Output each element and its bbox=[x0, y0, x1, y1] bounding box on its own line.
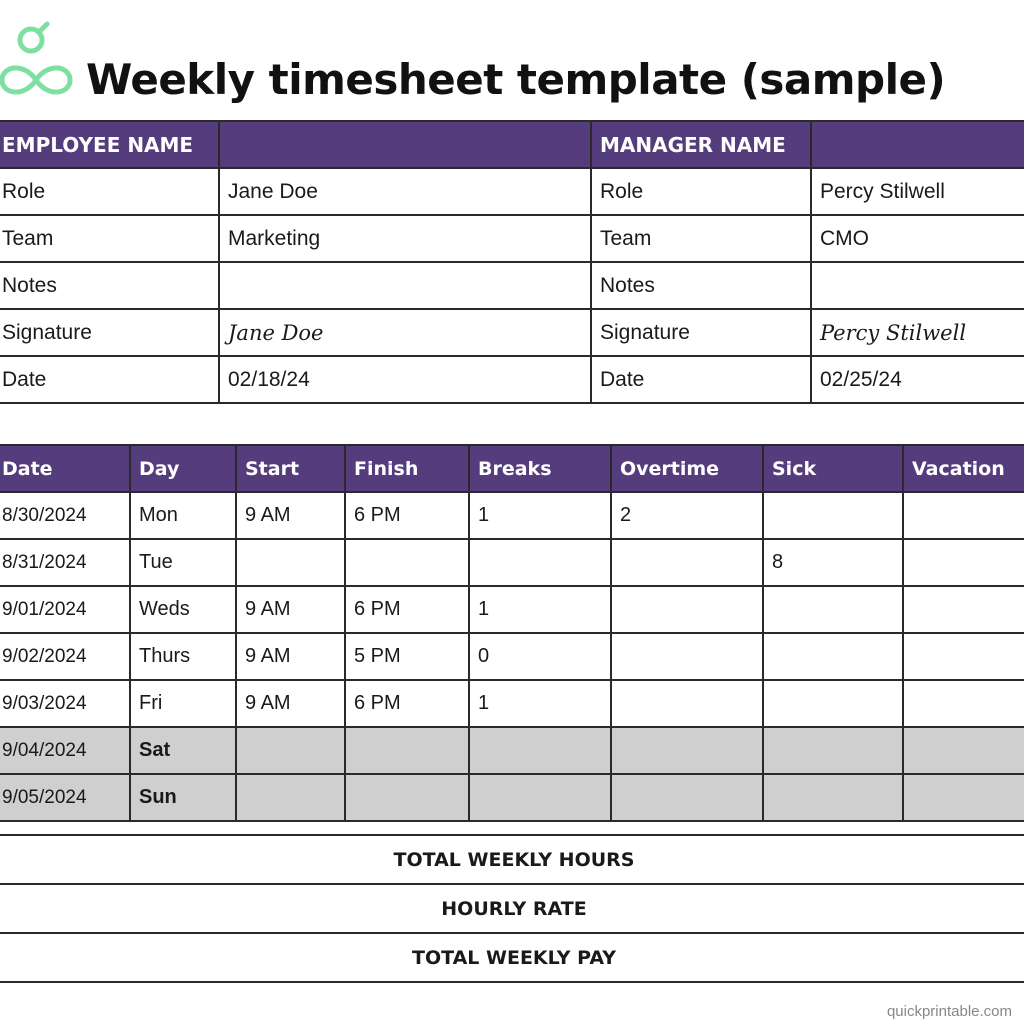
overtime-cell[interactable] bbox=[611, 774, 763, 821]
start-cell[interactable] bbox=[236, 774, 345, 821]
start-cell[interactable] bbox=[236, 539, 345, 586]
manager-date-label: Date bbox=[591, 356, 811, 403]
date-cell[interactable]: 8/31/2024 bbox=[0, 539, 130, 586]
manager-role-value[interactable]: Percy Stilwell bbox=[811, 168, 1024, 215]
col-header-vacation: Vacation bbox=[903, 445, 1024, 492]
vacation-cell[interactable] bbox=[903, 774, 1024, 821]
manager-notes-value[interactable] bbox=[811, 262, 1024, 309]
vacation-cell[interactable] bbox=[903, 633, 1024, 680]
table-row bbox=[0, 680, 1024, 727]
overtime-cell[interactable]: 2 bbox=[611, 492, 763, 539]
finish-cell[interactable]: 6 PM bbox=[345, 586, 469, 633]
manager-signature[interactable]: Percy Stilwell bbox=[811, 309, 1024, 356]
sick-cell[interactable] bbox=[763, 774, 903, 821]
hourly-rate-row bbox=[0, 884, 1024, 933]
employee-name-header: EMPLOYEE NAME bbox=[0, 121, 219, 168]
sick-cell[interactable] bbox=[763, 633, 903, 680]
vacation-cell[interactable] bbox=[903, 492, 1024, 539]
employee-date-label: Date bbox=[0, 356, 219, 403]
info-row-signature bbox=[0, 309, 1024, 356]
day-cell[interactable]: Sun bbox=[130, 774, 236, 821]
totals-table bbox=[0, 834, 1024, 983]
start-cell[interactable] bbox=[236, 727, 345, 774]
manager-name-cell[interactable] bbox=[811, 121, 1024, 168]
employee-role-label: Role bbox=[0, 168, 219, 215]
total-pay-row bbox=[0, 933, 1024, 982]
day-cell[interactable]: Weds bbox=[130, 586, 236, 633]
logo-icon bbox=[0, 20, 74, 100]
date-cell[interactable]: 9/01/2024 bbox=[0, 586, 130, 633]
table-row bbox=[0, 492, 1024, 539]
overtime-cell[interactable] bbox=[611, 539, 763, 586]
manager-signature-label: Signature bbox=[591, 309, 811, 356]
manager-team-value[interactable]: CMO bbox=[811, 215, 1024, 262]
timesheet-header-row bbox=[0, 445, 1024, 492]
day-cell[interactable]: Fri bbox=[130, 680, 236, 727]
sick-cell[interactable] bbox=[763, 680, 903, 727]
date-cell[interactable]: 8/30/2024 bbox=[0, 492, 130, 539]
overtime-cell[interactable] bbox=[611, 586, 763, 633]
breaks-cell[interactable] bbox=[469, 539, 611, 586]
finish-cell[interactable]: 6 PM bbox=[345, 492, 469, 539]
vacation-cell[interactable] bbox=[903, 586, 1024, 633]
sick-cell[interactable]: 8 bbox=[763, 539, 903, 586]
employee-manager-table bbox=[0, 120, 1024, 404]
table-row bbox=[0, 633, 1024, 680]
total-hours-row bbox=[0, 835, 1024, 884]
manager-name-header: MANAGER NAME bbox=[591, 121, 811, 168]
breaks-cell[interactable]: 0 bbox=[469, 633, 611, 680]
day-cell[interactable]: Sat bbox=[130, 727, 236, 774]
start-cell[interactable]: 9 AM bbox=[236, 633, 345, 680]
breaks-cell[interactable]: 1 bbox=[469, 680, 611, 727]
total-weekly-hours-label: TOTAL WEEKLY HOURS bbox=[0, 835, 1024, 884]
overtime-cell[interactable] bbox=[611, 680, 763, 727]
info-row-notes bbox=[0, 262, 1024, 309]
page-title: Weekly timesheet template (sample) bbox=[86, 55, 946, 104]
breaks-cell[interactable]: 1 bbox=[469, 492, 611, 539]
employee-notes-label: Notes bbox=[0, 262, 219, 309]
employee-notes-value[interactable] bbox=[219, 262, 591, 309]
manager-team-label: Team bbox=[591, 215, 811, 262]
manager-role-label: Role bbox=[591, 168, 811, 215]
timesheet-table bbox=[0, 444, 1024, 822]
start-cell[interactable]: 9 AM bbox=[236, 492, 345, 539]
manager-notes-label: Notes bbox=[591, 262, 811, 309]
manager-date-value[interactable]: 02/25/24 bbox=[811, 356, 1024, 403]
table-row bbox=[0, 727, 1024, 774]
table-row bbox=[0, 539, 1024, 586]
col-header-finish: Finish bbox=[345, 445, 469, 492]
overtime-cell[interactable] bbox=[611, 727, 763, 774]
col-header-date: Date bbox=[0, 445, 130, 492]
sick-cell[interactable] bbox=[763, 586, 903, 633]
sick-cell[interactable] bbox=[763, 492, 903, 539]
vacation-cell[interactable] bbox=[903, 539, 1024, 586]
col-header-breaks: Breaks bbox=[469, 445, 611, 492]
finish-cell[interactable] bbox=[345, 539, 469, 586]
date-cell[interactable]: 9/02/2024 bbox=[0, 633, 130, 680]
col-header-start: Start bbox=[236, 445, 345, 492]
col-header-day: Day bbox=[130, 445, 236, 492]
info-row-role bbox=[0, 168, 1024, 215]
date-cell[interactable]: 9/03/2024 bbox=[0, 680, 130, 727]
sick-cell[interactable] bbox=[763, 727, 903, 774]
vacation-cell[interactable] bbox=[903, 680, 1024, 727]
info-row-team bbox=[0, 215, 1024, 262]
start-cell[interactable]: 9 AM bbox=[236, 586, 345, 633]
finish-cell[interactable] bbox=[345, 774, 469, 821]
overtime-cell[interactable] bbox=[611, 633, 763, 680]
employee-date-value[interactable]: 02/18/24 bbox=[219, 356, 591, 403]
employee-team-label: Team bbox=[0, 215, 219, 262]
table-row bbox=[0, 586, 1024, 633]
day-cell[interactable]: Mon bbox=[130, 492, 236, 539]
employee-team-value[interactable]: Marketing bbox=[219, 215, 591, 262]
total-weekly-pay-label: TOTAL WEEKLY PAY bbox=[0, 933, 1024, 982]
breaks-cell[interactable] bbox=[469, 727, 611, 774]
start-cell[interactable]: 9 AM bbox=[236, 680, 345, 727]
employee-role-value[interactable]: Jane Doe bbox=[219, 168, 591, 215]
finish-cell[interactable] bbox=[345, 727, 469, 774]
col-header-overtime: Overtime bbox=[611, 445, 763, 492]
employee-signature[interactable]: Jane Doe bbox=[219, 309, 591, 356]
day-cell[interactable]: Tue bbox=[130, 539, 236, 586]
date-cell[interactable]: 9/04/2024 bbox=[0, 727, 130, 774]
vacation-cell[interactable] bbox=[903, 727, 1024, 774]
table-row bbox=[0, 774, 1024, 821]
breaks-cell[interactable]: 1 bbox=[469, 586, 611, 633]
info-row-date bbox=[0, 356, 1024, 403]
breaks-cell[interactable] bbox=[469, 774, 611, 821]
employee-signature-label: Signature bbox=[0, 309, 219, 356]
employee-name-cell[interactable] bbox=[219, 121, 591, 168]
footer-watermark: quickprintable.com bbox=[886, 1003, 1012, 1020]
col-header-sick: Sick bbox=[763, 445, 903, 492]
day-cell[interactable]: Thurs bbox=[130, 633, 236, 680]
finish-cell[interactable]: 6 PM bbox=[345, 680, 469, 727]
hourly-rate-label: HOURLY RATE bbox=[0, 884, 1024, 933]
date-cell[interactable]: 9/05/2024 bbox=[0, 774, 130, 821]
info-header-row bbox=[0, 121, 1024, 168]
finish-cell[interactable]: 5 PM bbox=[345, 633, 469, 680]
